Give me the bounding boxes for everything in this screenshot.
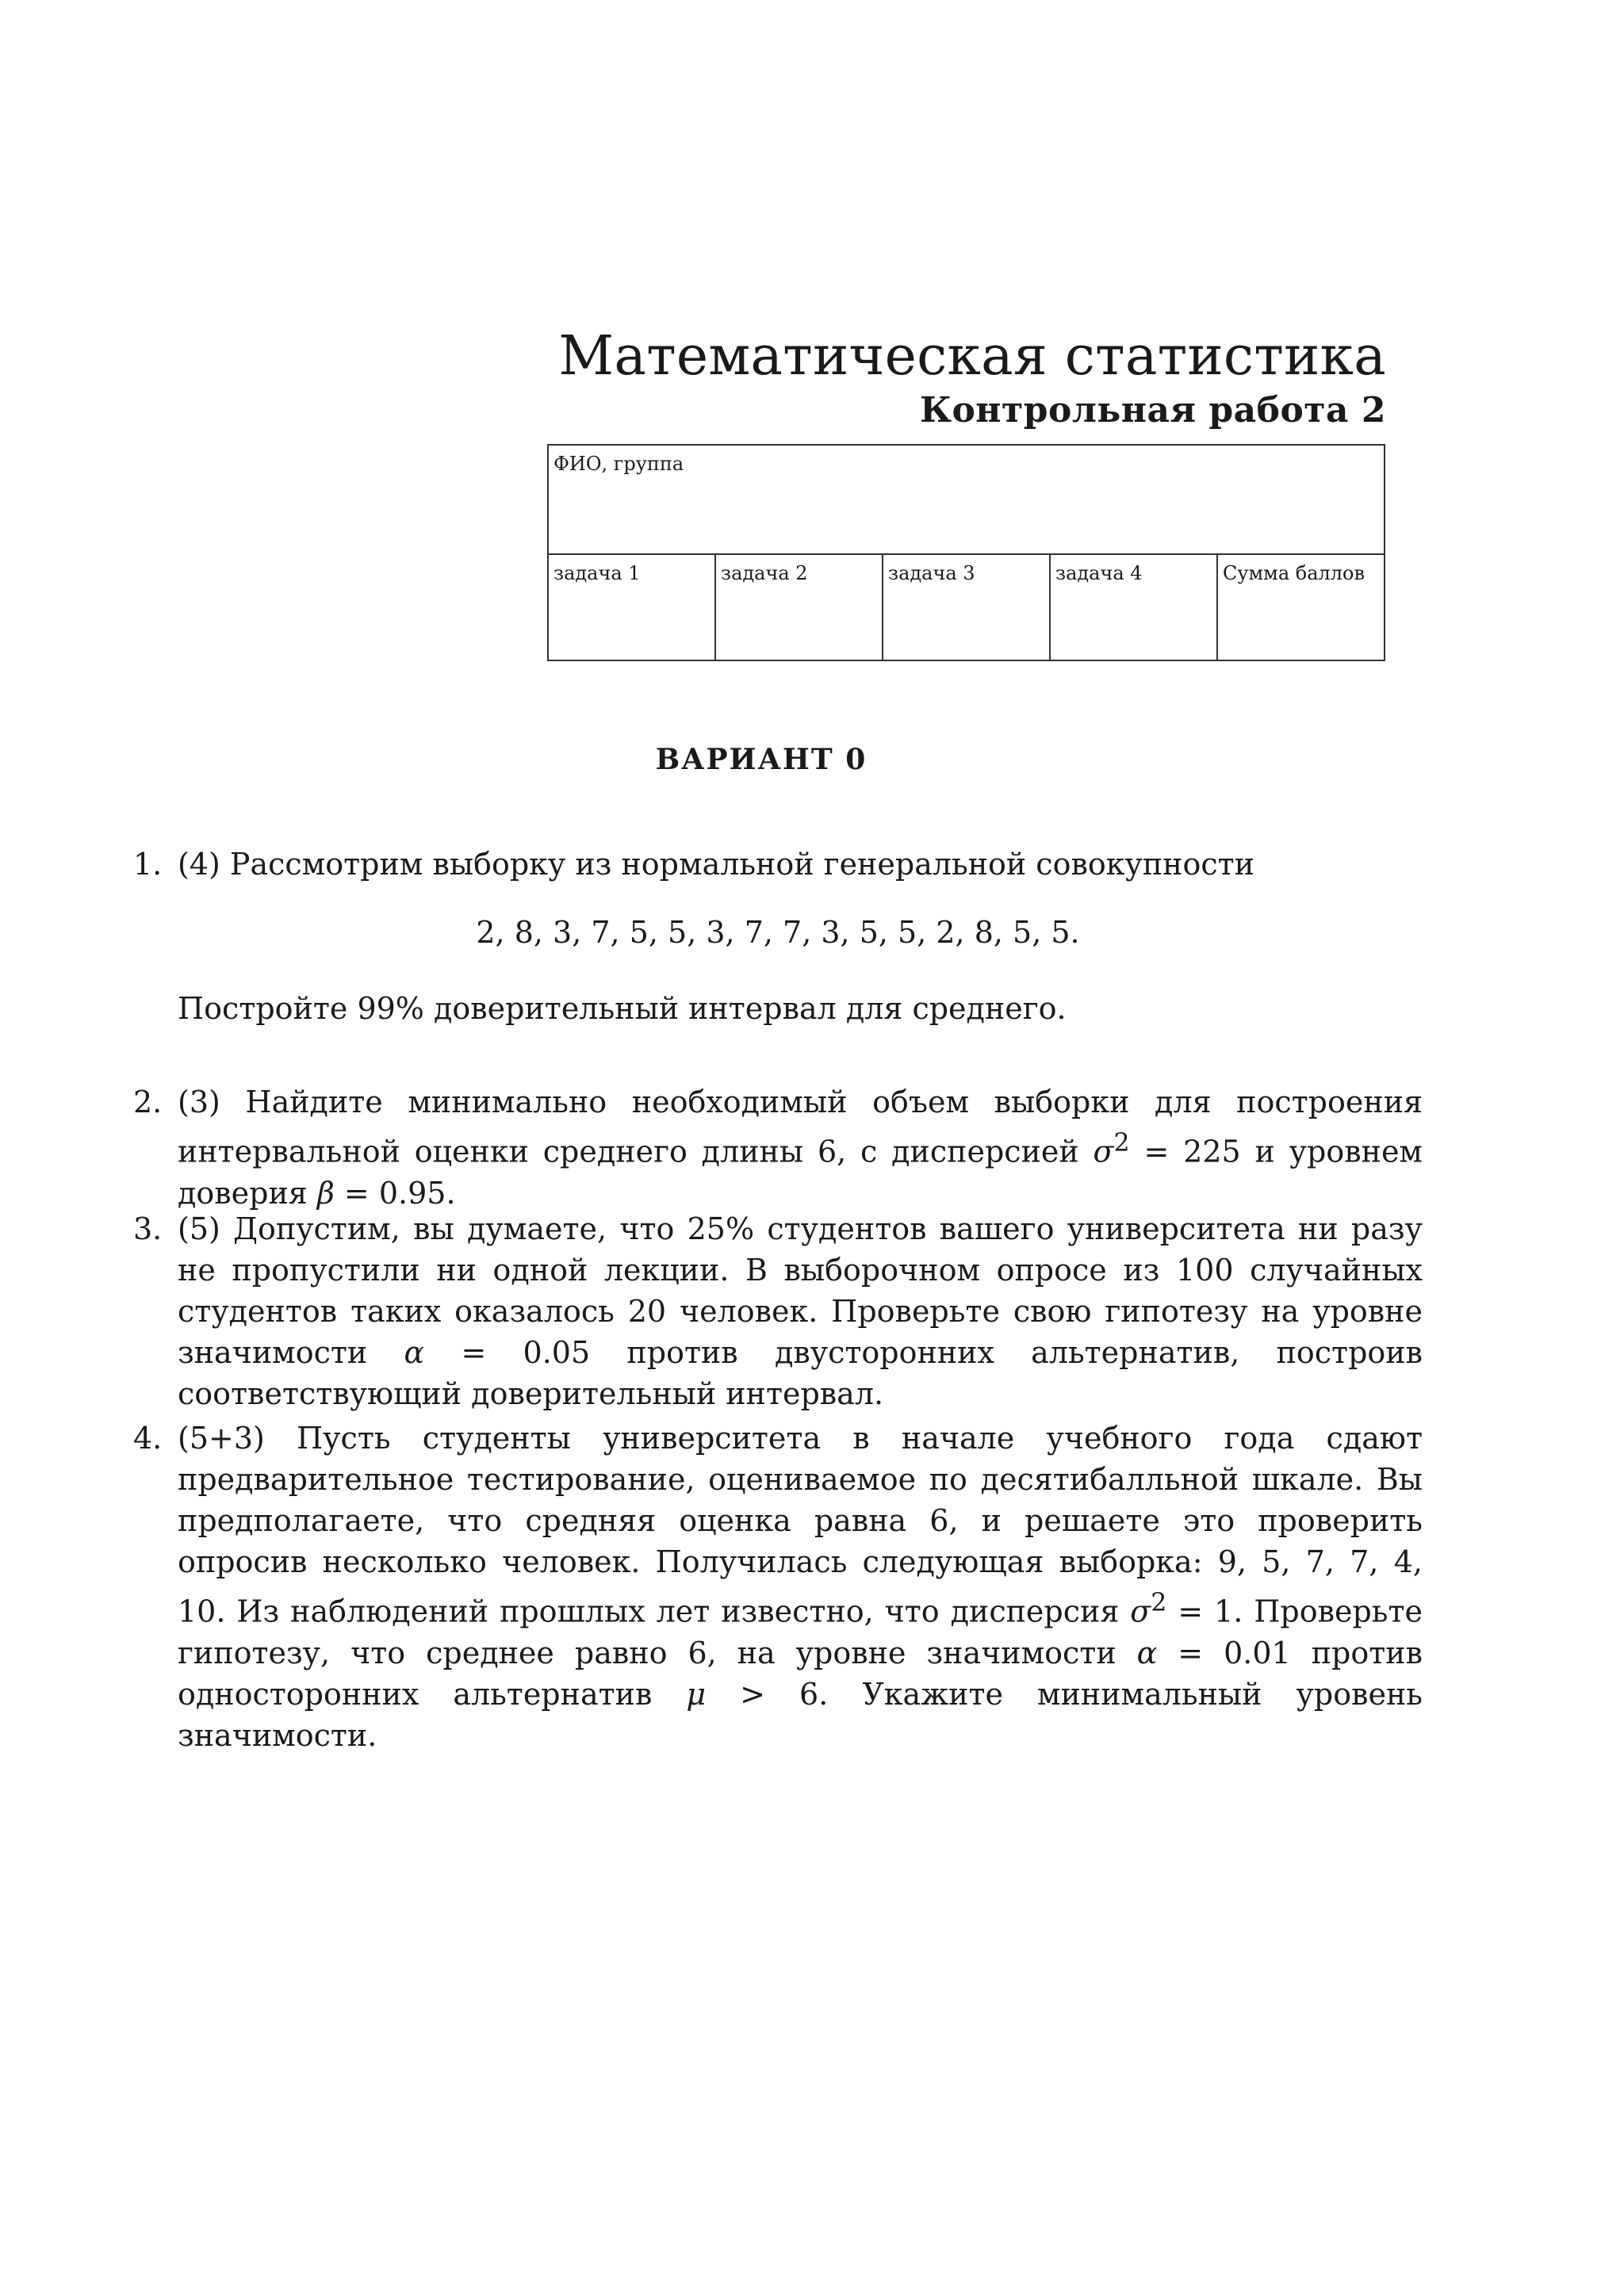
page-title: Математическая статистика [558,325,1386,388]
problem-item [133,844,1423,1081]
task-2-score-cell[interactable]: задача 2 [715,554,883,660]
problem-number: 3. [133,1211,163,1246]
problem-question: Постройте 99% доверительный интервал для среднего. [178,991,1067,1026]
problem-text: (5+3) Пусть студенты университета в начале учебного года сдают предварительное тестирование, оцениваемое по десятибалльной шкале. Вы предполагаете, что средняя оценка равна 6, и решаете это проверить опросив несколько человек. Получилась следующая выборка: 9, 5, 7, 7, 4, 10. Из наблюдений прошлых лет известно, что дисперсия $\sigma^2 = 1$. Проверьте гипотезу, что среднее равно 6, на уровне значимости α = 0.01 против односторонних альтернатив μ > 6. Укажите минимальный уровень значимости. [178,1421,1423,1753]
problem-item [133,1081,1423,1211]
problem-text: (5) Допустим, вы думаете, что 25% студентов вашего университета ни разу не пропустили ни одной лекции. В выборочном опросе из 100 случайных студентов таких оказалось 20 человек. Проверьте свою гипотезу на уровне значимости α = 0.05 против двусторонних альтернатив, построив соответствующий доверительный интервал. [178,1211,1423,1411]
score-table [547,444,1385,661]
page-subtitle: Контрольная работа 2 [919,390,1386,430]
task-3-score-cell[interactable]: задача 3 [883,554,1050,660]
total-score-cell[interactable]: Сумма баллов [1217,554,1385,660]
problem-item [133,1418,1423,1756]
variant-heading: ВАРИАНТ 0 [655,743,868,776]
scores-row [548,554,1385,660]
problem-number: 1. [133,847,163,882]
problem-number: 4. [133,1421,163,1456]
problem-text: (3) Найдите минимально необходимый объем выборки для построения интервальной оценки среднего длины 6, с дисперсией $\sigma^2 = 225$ и уровнем доверия β = 0.95. [178,1085,1423,1211]
problem-number: 2. [133,1085,163,1119]
name-row [548,445,1385,554]
task-4-score-cell[interactable]: задача 4 [1050,554,1217,660]
problem-list [133,844,1423,1756]
name-group-field[interactable]: ФИО, группа [548,445,1385,554]
task-1-score-cell[interactable]: задача 1 [548,554,715,660]
sample-values: 2, 8, 3, 7, 5, 5, 3, 7, 7, 3, 5, 5, 2, 8, 5, 5. [476,915,1080,950]
problem-intro: (4) Рассмотрим выборку из нормальной генеральной совокупности [178,847,1254,882]
problem-item [133,1208,1423,1418]
